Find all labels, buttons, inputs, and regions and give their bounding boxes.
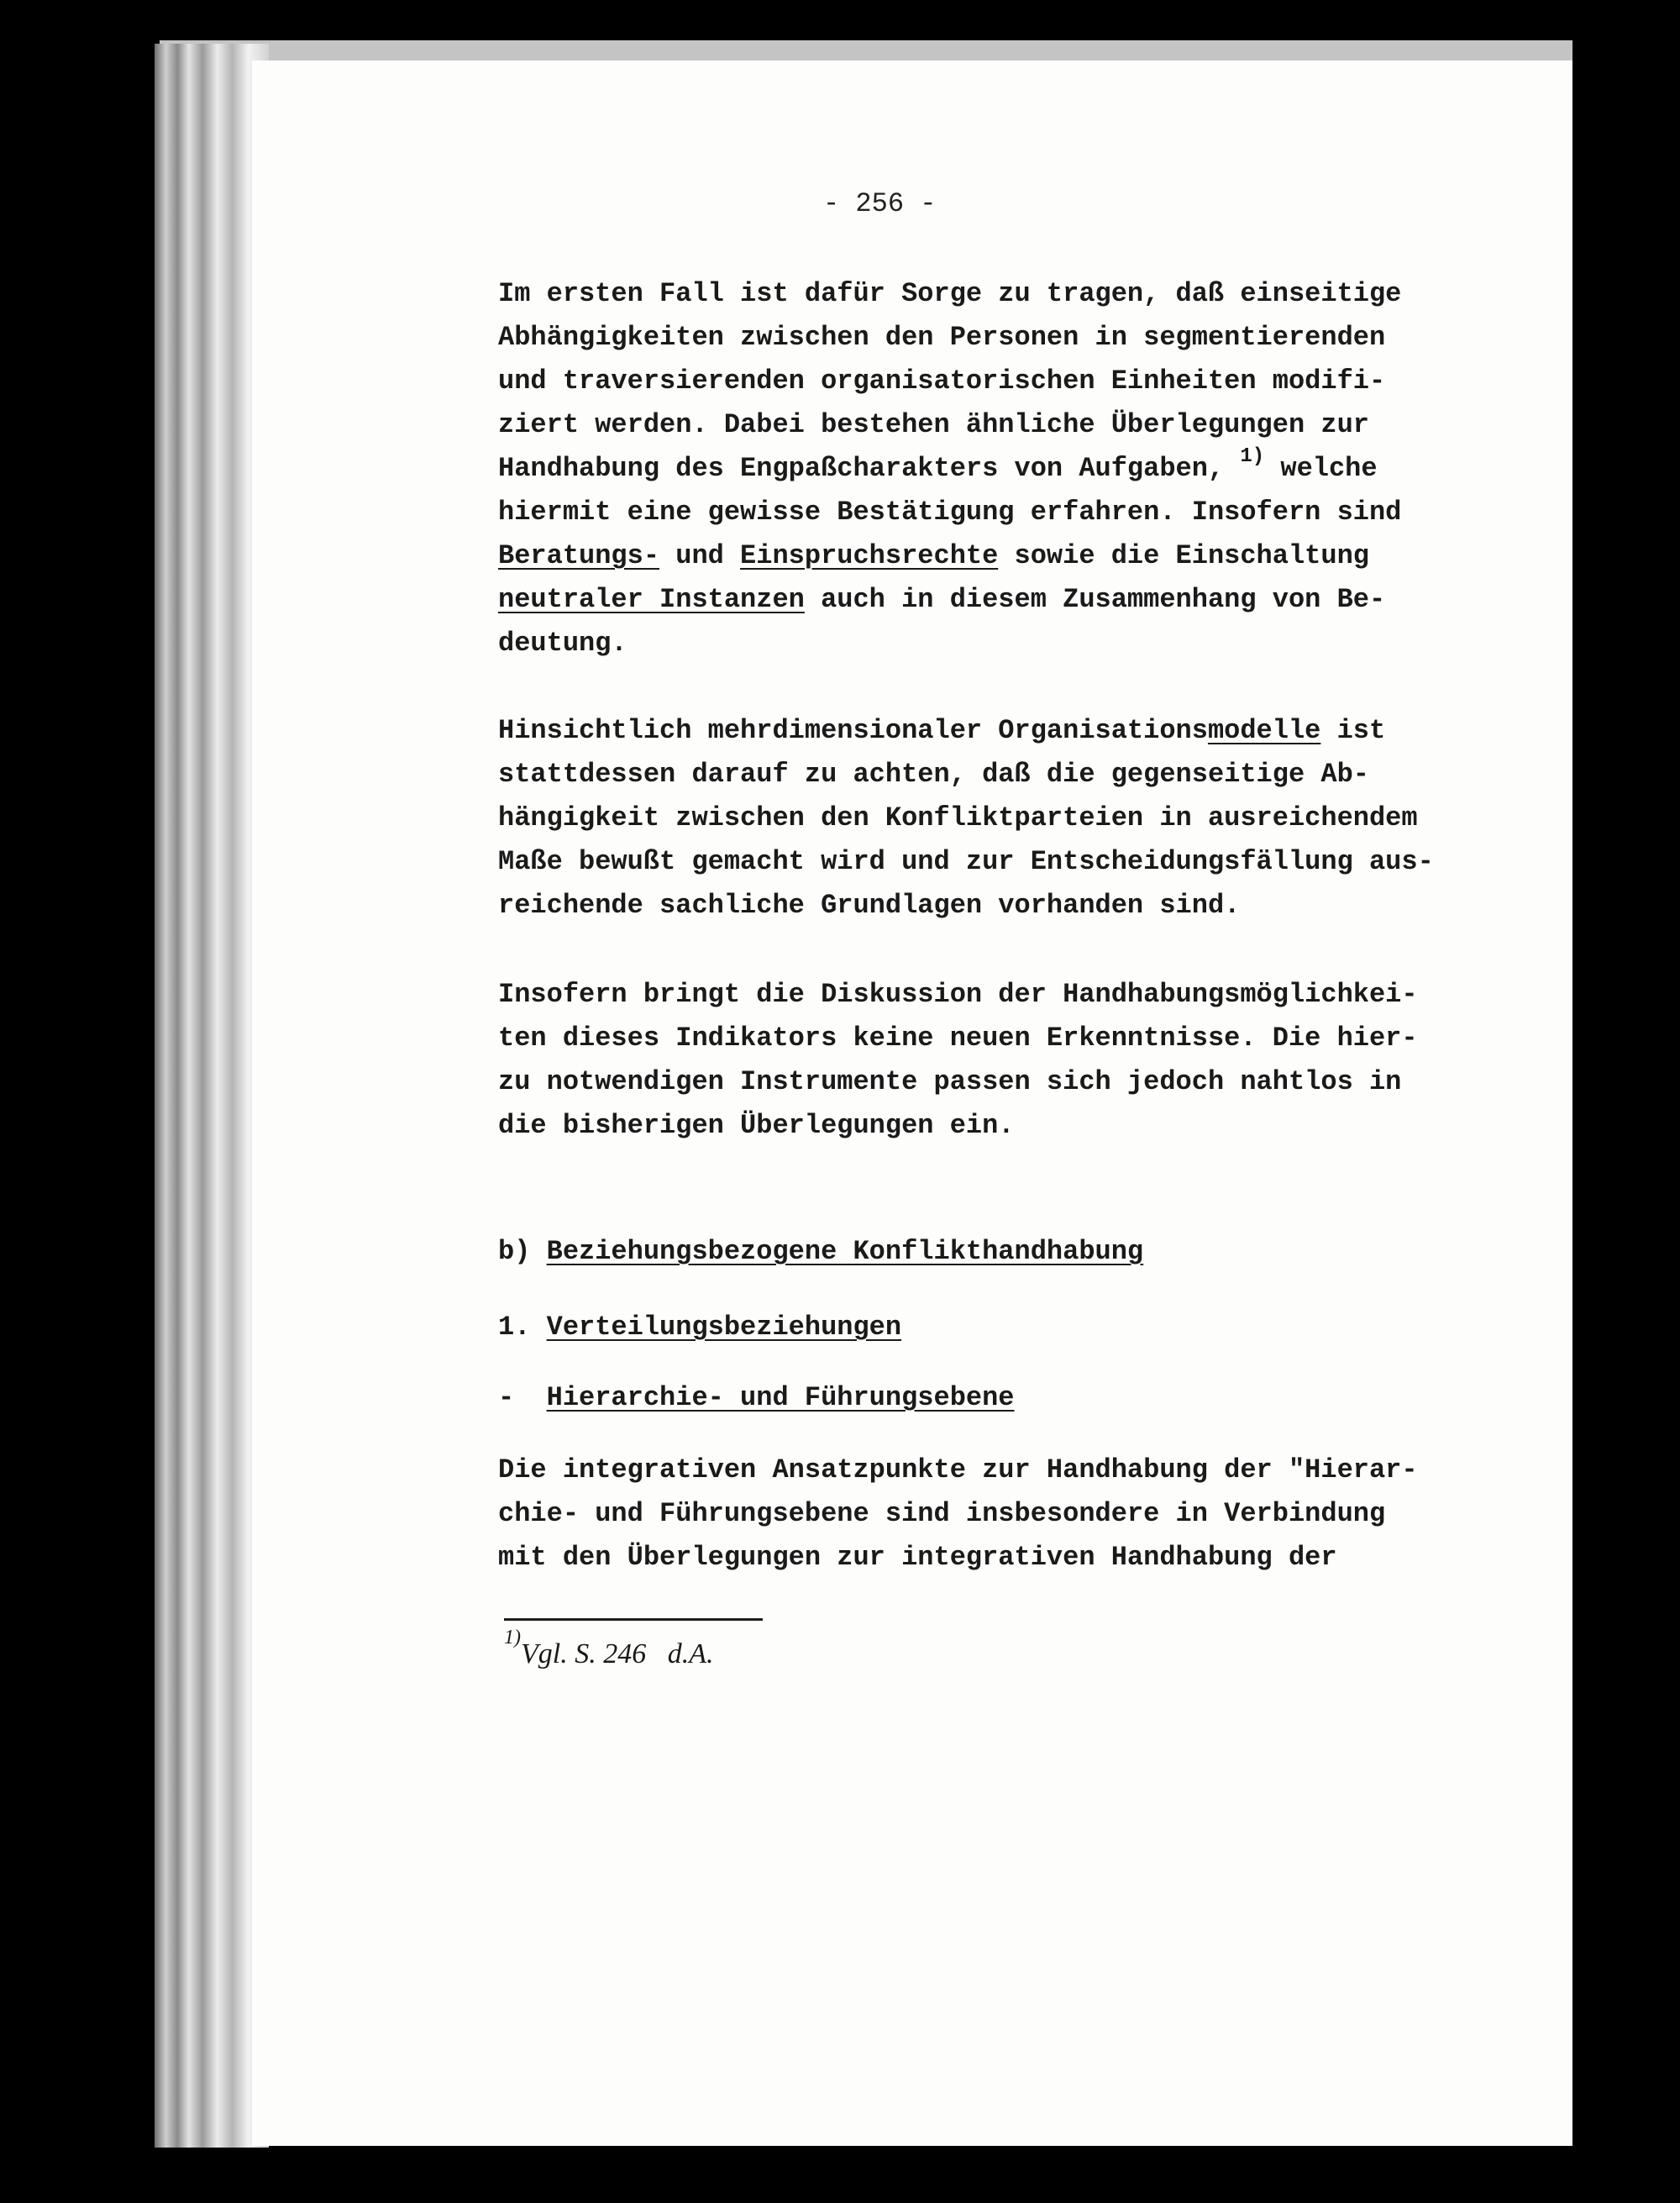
text-line [498, 711, 1385, 751]
footnote-rule [504, 1618, 763, 1621]
underlined-term: Beratungs- [498, 540, 660, 571]
heading-1 [498, 1307, 1506, 1370]
heading-marker: b) [498, 1236, 531, 1267]
underlined-term: neutraler Instanzen [498, 584, 805, 615]
heading-dash [498, 1378, 1506, 1440]
text-line: die bisherigen Überlegungen ein. [498, 1110, 1015, 1141]
text-segment: welche [1280, 453, 1378, 484]
text-line: reichende sachliche Grundlagen vorhanden sind. [498, 890, 1241, 921]
text-segment: und [675, 540, 724, 571]
text-segment: Hinsichtlich mehrdimensionaler Organisations [498, 715, 1208, 746]
footnote-number: 1) [504, 1627, 521, 1648]
paragraph-2 [498, 711, 1506, 921]
text-line: stattdessen darauf zu achten, daß die gegenseitige Ab- [498, 759, 1369, 790]
text-line: deutung. [498, 628, 627, 659]
text-line [498, 580, 1385, 620]
text-line [498, 536, 1369, 576]
text-line: Im ersten Fall ist dafür Sorge zu tragen, daß einseitige [498, 278, 1402, 309]
text-segment: Handhabung des Engpaßcharakters von Aufgaben, [498, 453, 1225, 484]
heading-title: Verteilungsbeziehungen [546, 1312, 902, 1343]
paragraph-4 [498, 1450, 1506, 1575]
heading-b [498, 1232, 1506, 1294]
text-line: Die integrativen Ansatzpunkte zur Handhabung der "Hierar- [498, 1454, 1418, 1485]
underlined-term: modelle [1207, 715, 1321, 746]
text-line: hiermit eine gewisse Bestätigung erfahren. Insofern sind [498, 497, 1402, 528]
text-line: chie- und Führungsebene sind insbesondere in Verbindung [498, 1498, 1386, 1529]
text-line: Insofern bringt die Diskussion der Handhabungsmöglichkei- [498, 979, 1418, 1010]
text-line: Maße bewußt gemacht wird und zur Entscheidungsfällung aus- [498, 846, 1434, 877]
text-line: mit den Überlegungen zur integrativen Handhabung der [498, 1542, 1337, 1573]
underlined-term: Einspruchsrechte [740, 540, 999, 571]
heading-marker: - [498, 1382, 515, 1413]
page-top-edge [160, 40, 1572, 60]
text-line: zu notwendigen Instrumente passen sich jedoch nahtlos in [498, 1066, 1402, 1097]
heading-title: Hierarchie- und Führungsebene [546, 1382, 1015, 1413]
paragraph-3 [498, 975, 1506, 1141]
text-segment: ist [1336, 715, 1386, 746]
heading-marker: 1. [498, 1312, 531, 1343]
footnote [504, 1627, 714, 1670]
text-segment: sowie die Einschaltung [1014, 540, 1369, 571]
text-line: ten dieses Indikators keine neuen Erkenntnisse. Die hier- [498, 1023, 1418, 1054]
text-line: hängigkeit zwischen den Konfliktparteien in ausreichendem [498, 802, 1418, 833]
text-segment: auch in diesem Zusammenhang von Be- [821, 584, 1386, 615]
text-line [498, 445, 1378, 489]
text-line: Abhängigkeiten zwischen den Personen in segmentierenden [498, 322, 1386, 353]
heading-title: Beziehungsbezogene Konflikthandhabung [546, 1236, 1144, 1267]
footnote-text: Vgl. S. 246 d.A. [521, 1638, 714, 1669]
text-line: ziert werden. Dabei bestehen ähnliche Überlegungen zur [498, 409, 1369, 440]
paragraph-1 [498, 274, 1506, 659]
footnote-reference: 1) [1240, 445, 1265, 468]
page-number: - 256 - [823, 188, 937, 219]
text-line: und traversierenden organisatorischen Einheiten modifi- [498, 365, 1386, 397]
